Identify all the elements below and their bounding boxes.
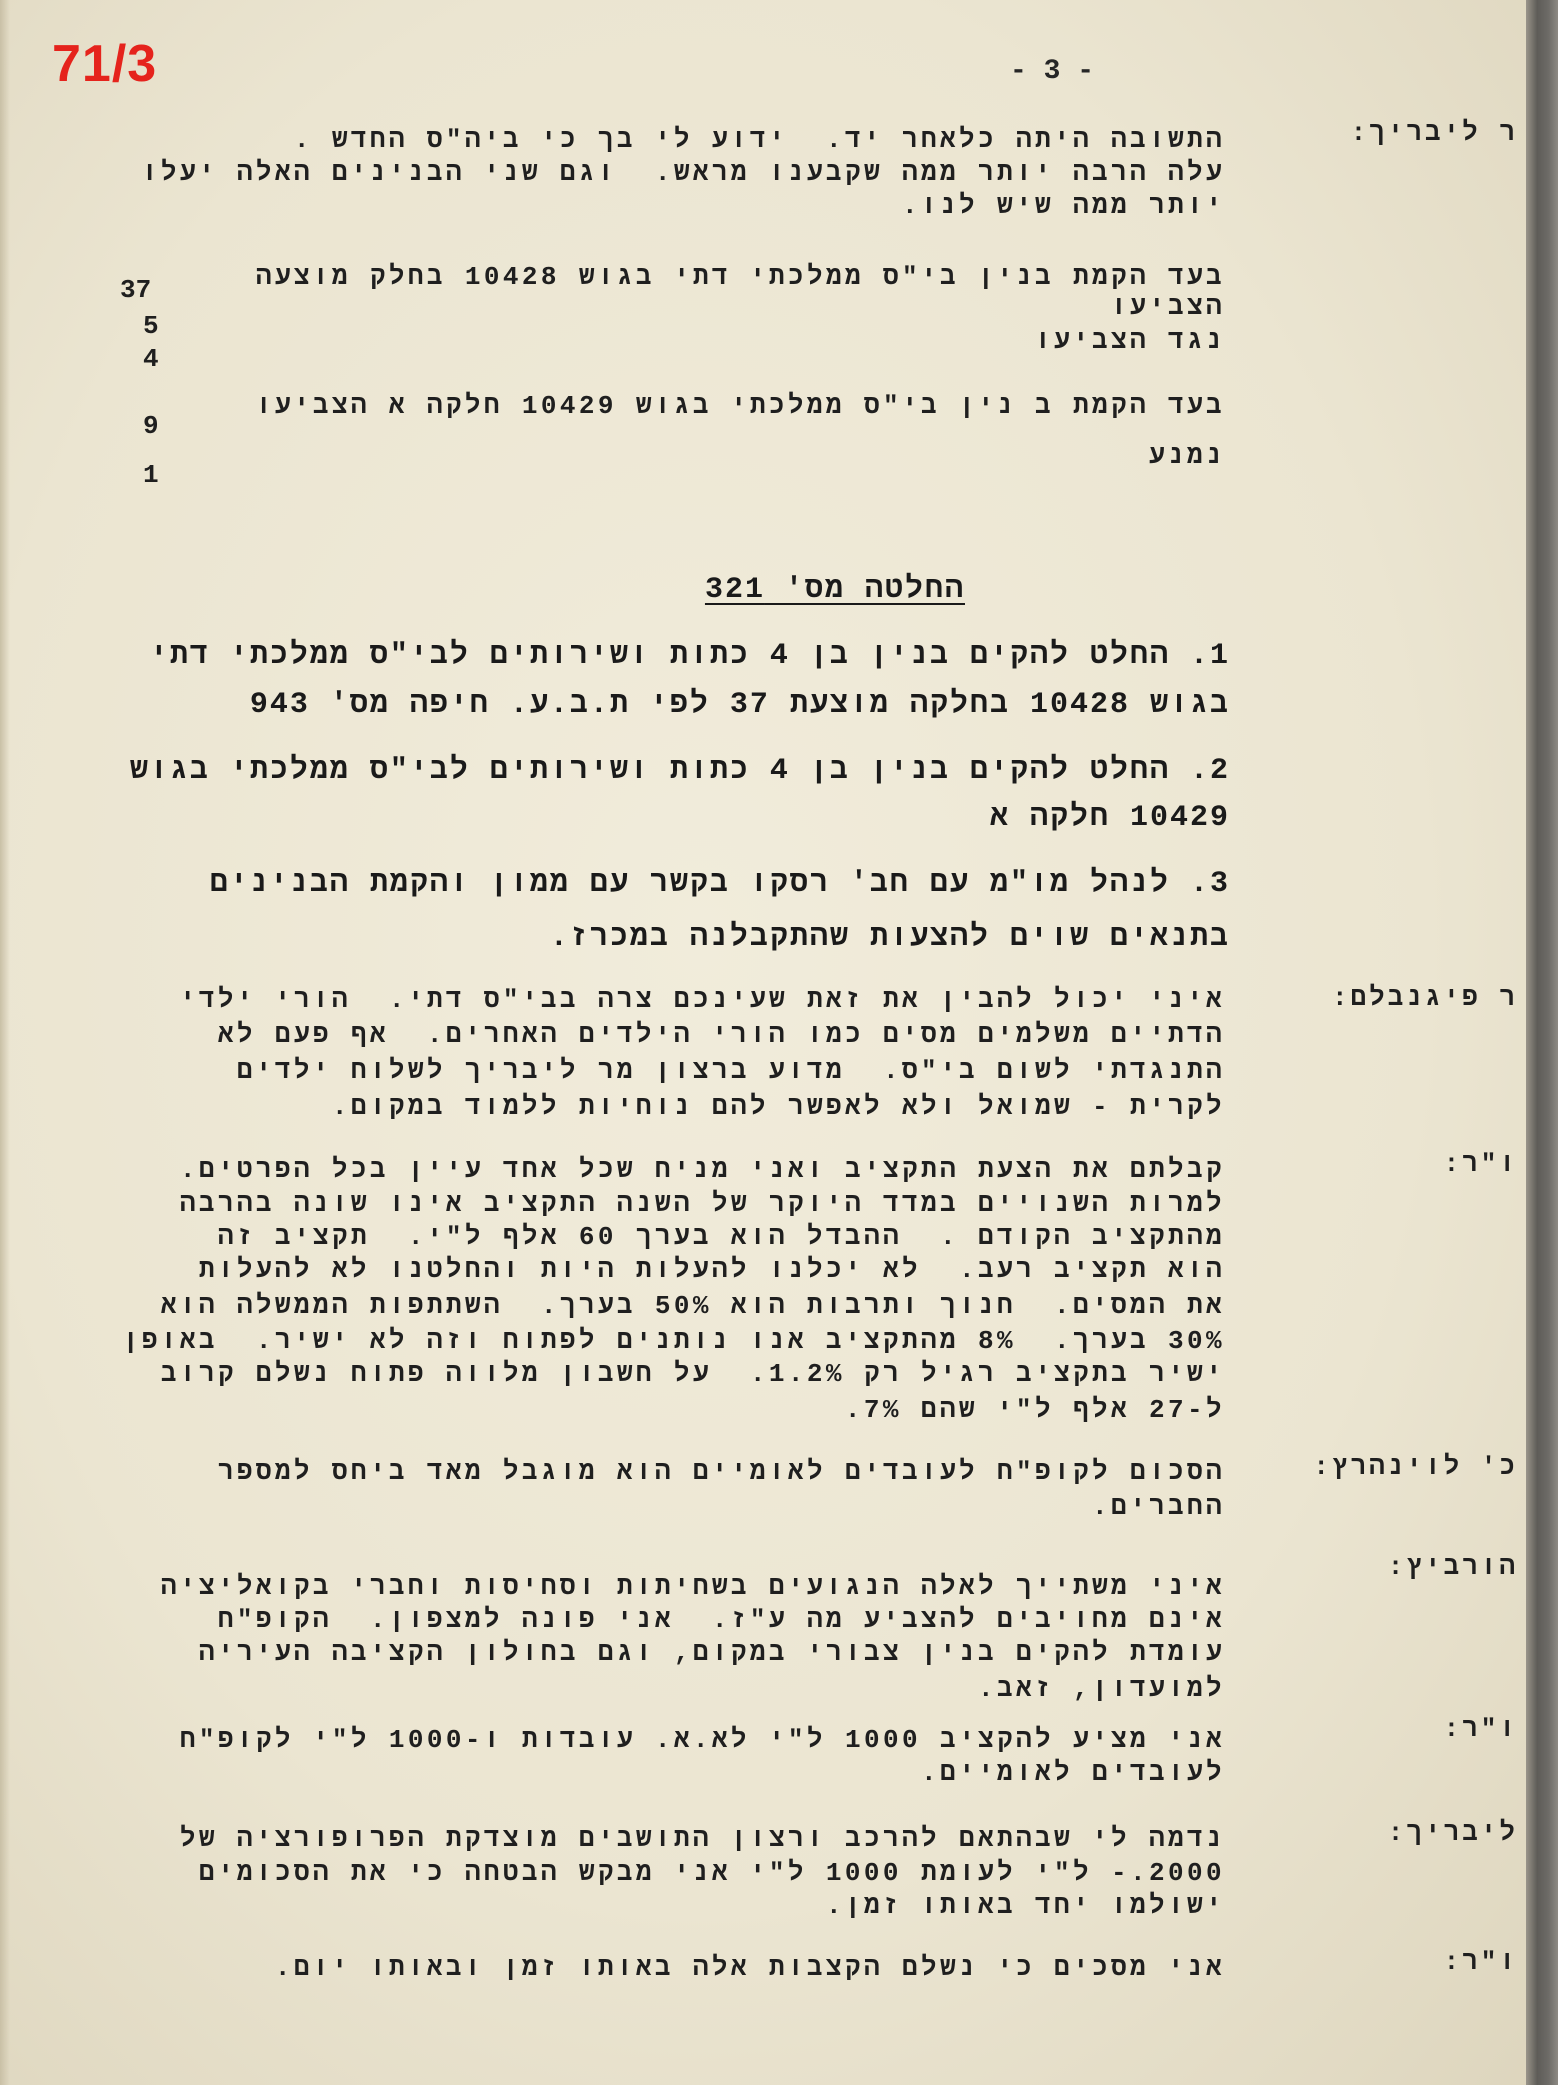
speech-line: לקרית - שמואל ולא לאפשר להם נוחיות ללמוד במקום.: [331, 1092, 1225, 1122]
speech-line: מהתקציב הקודם . ההבדל הוא בערך 60 אלף ל"י. תקציב זה: [217, 1222, 1225, 1252]
speaker-name: ו"ר:: [1443, 1714, 1518, 1744]
speech-line: ישיר בתקציב רגיל רק 1.2%. על חשבון מלווה פתוח נשלם קרוב: [160, 1359, 1225, 1389]
speaker-name: ו"ר:: [1443, 1149, 1518, 1179]
vote-count: 1: [143, 460, 159, 490]
vote-count: 5: [143, 311, 159, 341]
resolution-item-line: 2. החלט להקים בנין בן 4 כתות ושירותים לבי"ס ממלכתי בגוש: [129, 754, 1230, 788]
speech-line: הוא תקציב רעב. לא יכלנו להעלות היות והחלטנו לא להעלות: [198, 1255, 1225, 1285]
archive-stamp: 71/3: [52, 35, 158, 93]
vote-line: נגד הצביעו: [1034, 326, 1225, 356]
speech-line: אינם מחויבים להצביע מה ע"ז. אני פונה למצפון. הקופ"ח: [217, 1605, 1225, 1635]
speech-line: למועדון, זאב.: [977, 1674, 1225, 1704]
speech-line: 30% בערך. 8% מהתקציב אנו נותנים לפתוח וזה לא ישיר. באופן: [122, 1326, 1225, 1356]
speech-line: איני יכול להבין את זאת שעינכם צרה בבי"ס דתי. הורי ילדי: [179, 985, 1225, 1015]
speech-line: התשובה היתה כלאחר יד. ידוע לי בך כי ביה"ס החדש .: [293, 125, 1225, 155]
resolution-item-line: בגוש 10428 בחלקה מוצעת 37 לפי ת.ב.ע. חיפה מס' 943: [249, 688, 1230, 722]
speech-line: עלה הרבה יותר ממה שקבענו מראש. וגם שני הבנינים האלה יעלו: [141, 158, 1225, 188]
speaker-name: כ' לוינהרץ:: [1313, 1452, 1518, 1482]
speech-line: ישולמו יחד באותו זמן.: [825, 1891, 1225, 1921]
speech-line: למרות השנויים במדד היוקר של השנה התקציב אינו שונה בהרבה: [179, 1189, 1225, 1219]
resolution-item-line: בתנאים שוים להצעות שהתקבלנה במכרז.: [549, 921, 1230, 955]
resolution-title: החלטה מס' 321: [704, 573, 965, 607]
speech-line: החברים.: [1091, 1492, 1225, 1522]
vote-count: 4: [143, 344, 159, 374]
vote-line: הצביעו: [1110, 292, 1225, 322]
speech-line: הסכום לקופ"ח לעובדים לאומיים הוא מוגבל מאד ביחס למספר: [217, 1457, 1225, 1487]
speech-line: התנגדתי לשום בי"ס. מדוע ברצון מר ליבריך לשלוח ילדים: [236, 1056, 1225, 1086]
speech-line: לעובדים לאומיים.: [920, 1758, 1225, 1788]
page-edge-shadow: [0, 0, 10, 2085]
vote-line: בעד הקמת ב נין בי"ס ממלכתי בגוש 10429 חלקה א הצביעו: [255, 391, 1225, 421]
vote-line: בעד הקמת בנין בי"ס ממלכתי דתי בגוש 10428 בחלק מוצעה: [255, 262, 1225, 292]
speaker-name: ו"ר:: [1443, 1947, 1518, 1977]
speaker-name: ר פיגנבלם:: [1331, 983, 1518, 1013]
speech-line: יותר ממה שיש לנו.: [901, 191, 1225, 221]
speech-line: הדתיים משלמים מסים כמו הורי הילדים האחרים. אף פעם לא: [217, 1020, 1225, 1050]
speaker-name: ליבריך:: [1387, 1818, 1518, 1848]
speech-line: קבלתם את הצעת התקציב ואני מניח שכל אחד עיין בכל הפרטים.: [179, 1155, 1225, 1185]
speech-line: אני מציע להקציב 1000 ל"י לא.א. עובדות ו-1000 ל"י לקופ"ח: [179, 1725, 1225, 1755]
speaker-name: הורביץ:: [1387, 1552, 1518, 1582]
vote-count: 9: [143, 411, 159, 441]
resolution-item-line: 1. החלט להקים בנין בן 4 כתות ושירותים לבי"ס ממלכתי דתי: [149, 639, 1230, 673]
speaker-name: ר ליבריך:: [1350, 118, 1518, 148]
speech-line: איני משתייך לאלה הנגועים בשחיתות וסחיסות וחברי בקואליציה: [160, 1572, 1225, 1602]
binding-strip: [1526, 0, 1558, 2085]
speech-line: 2000.- ל"י לעומת 1000 ל"י אני מבקש הבטחה כי את הסכומים: [198, 1858, 1225, 1888]
page-number: - 3 -: [1010, 56, 1095, 87]
vote-count: 37: [120, 275, 152, 305]
speech-line: נדמה לי שבהתאם להרכב ורצון התושבים מוצדקת הפרופורציה של: [179, 1824, 1225, 1854]
speech-line: את המסים. חנוך ותרבות הוא 50% בערך. השתתפות הממשלה הוא: [160, 1291, 1225, 1321]
speech-line: אני מסכים כי נשלם הקצבות אלה באותו זמן ובאותו יום.: [274, 1953, 1225, 1983]
vote-line: נמנע: [1148, 441, 1225, 471]
speech-line: ל-27 אלף ל"י שהם 7%.: [844, 1395, 1225, 1425]
speech-line: עומדת להקים בנין צבורי במקום, וגם בחולון הקציבה העיריה: [198, 1638, 1225, 1668]
resolution-item-line: 3. לנהל מו"מ עם חב' רסקו בקשר עם ממון והקמת הבנינים: [209, 867, 1230, 901]
resolution-item-line: 10429 חלקה א: [989, 801, 1230, 835]
